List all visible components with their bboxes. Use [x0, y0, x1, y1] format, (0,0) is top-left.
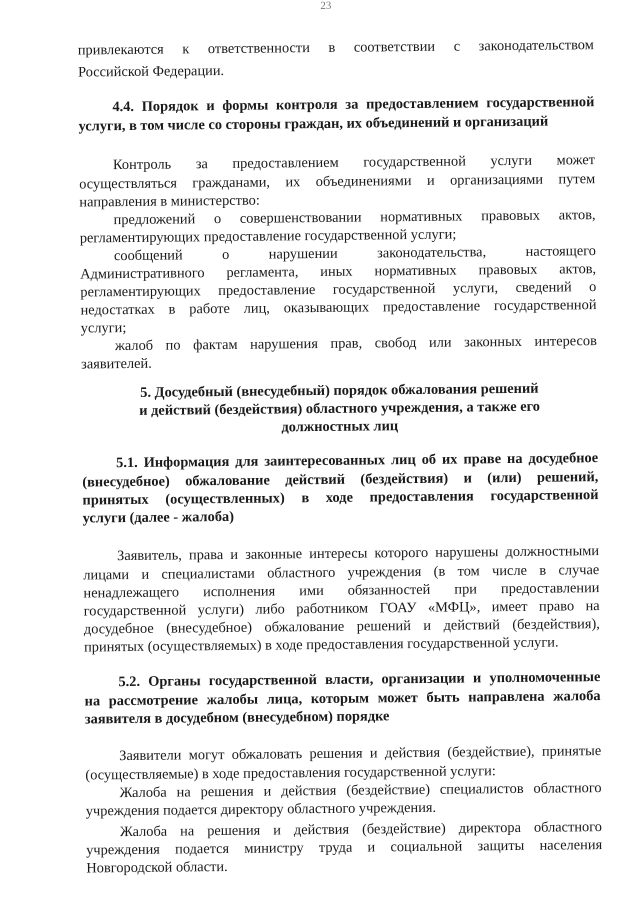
text-line: сообщений о нарушении законодательства, настоящего [113, 243, 597, 265]
text-line: Контроль за предоставлением государственной услуги может [112, 152, 596, 174]
text-line: учреждения подается министру труда и социальной защиты населения [86, 837, 603, 859]
text-line: лицами и специалистами областного учреждения (в том числе в случае [83, 562, 600, 584]
text-line: Новгородской области. [86, 858, 228, 877]
section-heading-5-2: 5.2. Органы государственной власти, организации и уполномоченные [118, 669, 601, 691]
text-line: государственной услуги) либо работником ГОАУ «МФЦ», имеет право на [83, 598, 600, 620]
text-line: Жалоба на решения и действия (бездействие) директора областного [119, 819, 603, 841]
text-line: принятых (осуществляемых) в ходе предоставления государственной услуги. [83, 634, 559, 656]
text-line: осуществляться гражданами, их объединениями и организациями путем [79, 171, 596, 193]
section-heading-5-2-cont: на рассмотрение жалобы лица, которым может быть направлена жалоба [84, 688, 601, 710]
text-line: ненадлежащего исполнения ими обязанностей при предоставлении [83, 580, 600, 602]
text-line: Жалоба на решения и действия (бездействие) специалистов областного [119, 780, 602, 802]
section-heading-5-1-cont: услуги (далее - жалоба) [82, 508, 235, 527]
text-line: Российской Федерации. [77, 62, 225, 81]
text-line: заявителей. [81, 355, 152, 373]
text-line: Заявители могут обжаловать решения и действия (бездействие), принятые [119, 743, 602, 765]
text-line: недостатках в работе лиц, оказывающих предоставление государственной [80, 297, 597, 319]
section-heading-5-1: 5.1. Информация для заинтересованных лиц об их праве на досудебное [116, 450, 599, 472]
text-line: жалоб по фактам нарушения прав, свобод или законных интересов [114, 333, 597, 355]
section-heading-4-4: 4.4. Порядок и формы контроля за предоставлением государственной [112, 94, 595, 116]
section-heading-4-4-cont: услуги, в том числе со стороны граждан, их объединений и организаций [78, 113, 549, 135]
text-line: предложений о совершенствовании нормативных правовых актов, [113, 207, 596, 229]
text-line: регламентирующих предоставление государственной услуги; [79, 226, 457, 247]
text-line: досудебное (внесудебное) обжалование решений и действий (бездействия), [83, 616, 600, 638]
text-line: услуги; [80, 320, 127, 337]
text-line: привлекаются к ответственности в соответствии с законодательством [77, 37, 594, 59]
section-heading-5-1-cont: принятых (осуществленных) в ходе предоставления государственной [82, 487, 599, 509]
text-line: Заявитель, права и законные интересы которого нарушены должностными [117, 543, 600, 565]
text-line: регламентирующих предоставление государственной услуги, сведений о [80, 279, 597, 301]
text-line: учреждения подается директору областного учреждения. [85, 799, 437, 820]
section-heading-5-cont: должностных лиц [281, 418, 399, 436]
section-heading-5-cont: и действий (бездействия) областного учреждения, а также его [139, 398, 541, 419]
section-heading-5-1-cont: (внесудебное) обжалование действий (бездействия) и (или) решений, [82, 469, 599, 491]
text-line: (осуществляемые) в ходе предоставления государственной услуги: [85, 763, 496, 784]
section-heading-5-2-cont: заявителя в досудебном (внесудебном) порядке [84, 708, 390, 728]
section-heading-5: 5. Досудебный (внесудебный) порядок обжалования решений [140, 380, 539, 401]
page-number: 23 [320, 0, 332, 12]
text-line: Административного регламента, иных нормативных правовых актов, [80, 261, 597, 283]
text-line: направления в министерство: [79, 192, 260, 211]
